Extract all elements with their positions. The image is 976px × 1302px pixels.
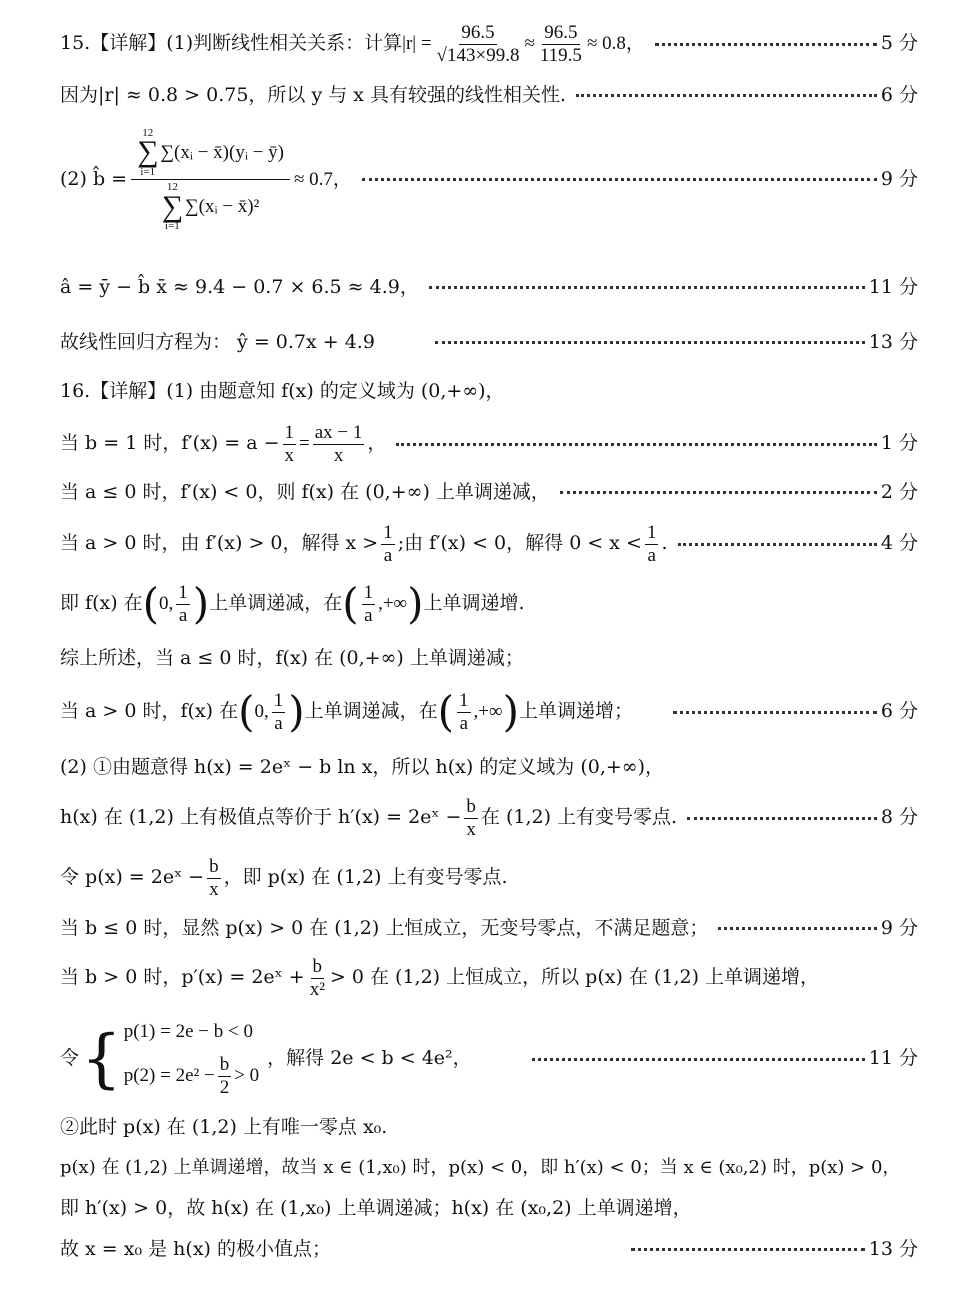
fraction-denominator: x bbox=[284, 444, 295, 466]
answer-line bbox=[60, 276, 918, 300]
fraction bbox=[435, 22, 522, 67]
math-expression: > 0 bbox=[234, 1065, 260, 1087]
fraction-denominator: a bbox=[647, 544, 656, 566]
left-paren: ( bbox=[437, 687, 455, 737]
line-text: 令 bbox=[60, 1047, 80, 1070]
fraction-numerator: b bbox=[466, 796, 476, 817]
score-label: 11 分 bbox=[868, 1047, 918, 1070]
line-text: 上单调递减，在 bbox=[304, 700, 438, 723]
answer-line bbox=[60, 22, 918, 67]
line-text: ②此时 p(x) 在 (1,2) 上有唯一零点 x₀. bbox=[60, 1116, 388, 1138]
leader-dots bbox=[655, 43, 877, 46]
line-text: 在 (1,2) 上有变号零点. bbox=[480, 806, 678, 829]
line-text: ，即 p(x) 在 (1,2) 上有变号零点. bbox=[223, 866, 508, 889]
fraction bbox=[308, 956, 327, 1001]
answer-line bbox=[60, 687, 918, 737]
score-label: 5 分 bbox=[880, 32, 918, 55]
answer-line bbox=[60, 917, 918, 941]
answer-line bbox=[60, 128, 918, 232]
sum-upper-limit: 12 bbox=[166, 181, 178, 194]
answer-line bbox=[60, 1238, 918, 1262]
fraction bbox=[207, 856, 221, 901]
fraction bbox=[272, 690, 286, 735]
line-text: . bbox=[661, 532, 668, 555]
answer-line bbox=[60, 956, 918, 1001]
right-paren: ) bbox=[407, 579, 424, 629]
math-expression: p(2) = 2e² − bbox=[123, 1065, 215, 1087]
summation-symbol bbox=[162, 182, 183, 231]
fraction-denominator: a bbox=[274, 712, 283, 734]
score-label: 11 分 bbox=[868, 276, 918, 298]
answer-line bbox=[60, 331, 918, 355]
answer-line bbox=[60, 380, 918, 404]
line-text: 上单调递增； bbox=[518, 700, 633, 723]
answer-line bbox=[60, 647, 918, 671]
fraction-numerator: 1 bbox=[363, 582, 374, 603]
right-paren: ) bbox=[192, 579, 210, 629]
leader-dots bbox=[678, 543, 877, 546]
line-text: > 0 在 (1,2) 上恒成立，所以 p(x) 在 (1,2) 上单调递增， bbox=[329, 966, 820, 989]
fraction bbox=[645, 522, 659, 567]
line-text: (2) b̂ = bbox=[60, 168, 128, 190]
fraction-numerator: 1 bbox=[273, 690, 284, 711]
answer-line bbox=[60, 1197, 918, 1221]
summation-fraction bbox=[131, 128, 290, 232]
math-expression: 0, bbox=[159, 593, 174, 615]
system-row: p(1) = 2e − b < 0 bbox=[123, 1021, 253, 1042]
fraction-denominator: a bbox=[383, 544, 393, 566]
answer-line bbox=[60, 579, 918, 629]
leader-dots bbox=[435, 341, 865, 344]
sigma-icon: ∑ bbox=[161, 189, 184, 223]
right-paren: ) bbox=[502, 687, 519, 737]
fraction-denominator bbox=[156, 180, 266, 231]
answer-line bbox=[60, 481, 918, 505]
line-text: 令 p(x) = 2eˣ − bbox=[60, 866, 205, 889]
leader-dots bbox=[532, 1058, 865, 1061]
line-text: p(x) 在 (1,2) 上单调递增，故当 x ∈ (1,x₀) 时，p(x) < 0，即 h′(x) < 0；当 x ∈ (x₀,2) 时，p(x) > 0， bbox=[60, 1157, 901, 1178]
fraction bbox=[283, 422, 297, 467]
fraction-numerator: ax − 1 bbox=[314, 422, 363, 443]
score-label: 6 分 bbox=[880, 84, 918, 106]
left-paren: ( bbox=[342, 579, 359, 629]
fraction-denominator: a bbox=[178, 604, 188, 626]
line-text: 16.【详解】(1) 由题意知 f(x) 的定义域为 (0,+∞)， bbox=[60, 380, 505, 402]
answer-line bbox=[60, 1116, 918, 1140]
fraction-denominator: x bbox=[209, 878, 219, 900]
leader-dots bbox=[718, 927, 877, 930]
sum-lower-limit: i=1 bbox=[140, 165, 156, 178]
fraction-denominator: a bbox=[459, 712, 469, 734]
fraction-numerator: 96.5 bbox=[461, 22, 495, 43]
line-text: 当 b = 1 时，f′(x) = a − bbox=[60, 432, 280, 455]
fraction-numerator: 1 bbox=[284, 422, 295, 443]
system-row bbox=[124, 1054, 259, 1099]
line-text: 当 a > 0 时，由 f′(x) > 0，解得 x > bbox=[60, 532, 379, 555]
score-label: 8 分 bbox=[880, 806, 918, 829]
denominator-text: ∑(xᵢ − x̄)² bbox=[185, 196, 260, 218]
score-label: 4 分 bbox=[880, 532, 918, 555]
leader-dots bbox=[576, 94, 877, 97]
answer-line bbox=[60, 522, 918, 567]
line-text: 因为|r| ≈ 0.8 > 0.75，所以 y 与 x 具有较强的线性相关性. bbox=[60, 84, 567, 106]
fraction-denominator: 2 bbox=[219, 1076, 230, 1098]
line-text: 即 f(x) 在 bbox=[60, 592, 143, 615]
fraction bbox=[464, 796, 478, 841]
answer-line bbox=[60, 1020, 918, 1098]
leader-dots bbox=[560, 491, 877, 494]
sum-lower-limit: i=1 bbox=[165, 220, 180, 233]
fraction-numerator: 96.5 bbox=[544, 22, 578, 43]
fraction-numerator: b bbox=[312, 956, 323, 977]
left-paren: ( bbox=[142, 579, 160, 629]
fraction-numerator: 1 bbox=[178, 582, 188, 603]
summation-symbol bbox=[137, 128, 158, 177]
fraction bbox=[313, 422, 365, 467]
leader-dots bbox=[631, 1248, 865, 1251]
sigma-icon: ∑ bbox=[137, 135, 159, 169]
sum-upper-limit: 12 bbox=[142, 127, 154, 139]
equation-system bbox=[124, 1020, 259, 1098]
fraction bbox=[457, 690, 471, 735]
fraction-numerator bbox=[131, 128, 290, 180]
numerator-text: ∑(xᵢ − x̄)(yᵢ − ȳ) bbox=[160, 141, 284, 163]
answer-line bbox=[60, 796, 918, 841]
math-expression: ,+∞ bbox=[473, 701, 503, 723]
fraction-denominator: a bbox=[364, 604, 373, 626]
math-expression: = bbox=[299, 433, 310, 455]
left-brace-icon: { bbox=[81, 1022, 122, 1097]
fraction bbox=[176, 582, 190, 627]
answer-line bbox=[60, 422, 918, 467]
line-text: â = ȳ − b̂ x̄ ≈ 9.4 − 0.7 × 6.5 ≈ 4.9， bbox=[60, 276, 419, 298]
answer-line bbox=[60, 84, 918, 108]
fraction-denominator: x² bbox=[309, 978, 325, 1000]
math-expression: ≈ bbox=[524, 33, 535, 55]
line-text: 故 x = x₀ 是 h(x) 的极小值点； bbox=[60, 1238, 331, 1260]
fraction-numerator: b bbox=[209, 856, 219, 877]
score-label: 9 分 bbox=[880, 917, 918, 939]
leader-dots bbox=[673, 711, 877, 714]
line-text: 故线性回归方程为： ŷ = 0.7x + 4.9 bbox=[60, 331, 375, 353]
math-expression: ,+∞ bbox=[378, 593, 408, 615]
math-expression: ≈ 0.8， bbox=[586, 33, 645, 55]
score-label: 1 分 bbox=[880, 432, 918, 455]
fraction bbox=[381, 522, 395, 567]
line-text: (2) ①由题意得 h(x) = 2eˣ − b ln x，所以 h(x) 的定义域为 (0,+∞)， bbox=[60, 756, 665, 778]
leader-dots bbox=[687, 817, 877, 820]
line-text: ;由 f′(x) < 0，解得 0 < x < bbox=[397, 532, 642, 555]
fraction-numerator: 1 bbox=[646, 522, 657, 543]
answer-line bbox=[60, 1157, 918, 1180]
score-label: 9 分 bbox=[880, 168, 918, 190]
fraction bbox=[538, 22, 584, 67]
line-text: 当 a > 0 时，f(x) 在 bbox=[60, 700, 239, 723]
math-expression: |r| = bbox=[402, 33, 432, 55]
score-label: 13 分 bbox=[868, 331, 918, 353]
score-label: 2 分 bbox=[880, 481, 918, 503]
line-text: 15.【详解】(1)判断线性相关关系：计算 bbox=[60, 32, 403, 55]
answer-line bbox=[60, 856, 918, 901]
left-paren: ( bbox=[238, 687, 255, 737]
fraction-denominator: 119.5 bbox=[539, 44, 582, 66]
score-label: 6 分 bbox=[880, 700, 918, 723]
line-text: 上单调递减，在 bbox=[209, 592, 343, 615]
fraction bbox=[218, 1054, 232, 1099]
leader-dots bbox=[362, 178, 877, 181]
fraction-numerator: 1 bbox=[459, 690, 469, 711]
score-label: 13 分 bbox=[868, 1238, 918, 1260]
leader-dots bbox=[429, 286, 865, 289]
line-text: 即 h′(x) > 0，故 h(x) 在 (1,x₀) 上单调递减；h(x) 在 (x₀,2) 上单调递增， bbox=[60, 1197, 692, 1219]
fraction-numerator: 1 bbox=[383, 522, 393, 543]
line-text: h(x) 在 (1,2) 上有极值点等价于 h′(x) = 2eˣ − bbox=[60, 806, 462, 829]
line-text: ， bbox=[367, 432, 387, 455]
line-text: 上单调递增. bbox=[423, 592, 525, 615]
line-text: 综上所述，当 a ≤ 0 时，f(x) 在 (0,+∞) 上单调递减； bbox=[60, 647, 524, 669]
fraction-numerator: b bbox=[219, 1053, 230, 1075]
fraction bbox=[362, 582, 376, 627]
fraction-denominator: √143×99.8 bbox=[436, 44, 520, 66]
fraction-denominator: x bbox=[333, 444, 344, 466]
line-text: 当 a ≤ 0 时，f′(x) < 0，则 f(x) 在 (0,+∞) 上单调递减， bbox=[60, 481, 550, 503]
math-expression: ≈ 0.7， bbox=[293, 169, 352, 190]
math-expression: 0, bbox=[254, 701, 269, 723]
leader-dots bbox=[396, 443, 876, 446]
line-text: 当 b > 0 时，p′(x) = 2eˣ + bbox=[60, 966, 305, 989]
answer-line bbox=[60, 756, 918, 780]
right-paren: ) bbox=[288, 687, 305, 737]
line-text: ，解得 2e < b < 4e²， bbox=[267, 1047, 472, 1070]
fraction-denominator: x bbox=[466, 818, 476, 840]
line-text: 当 b ≤ 0 时，显然 p(x) > 0 在 (1,2) 上恒成立，无变号零点，不满足题意； bbox=[60, 917, 709, 939]
